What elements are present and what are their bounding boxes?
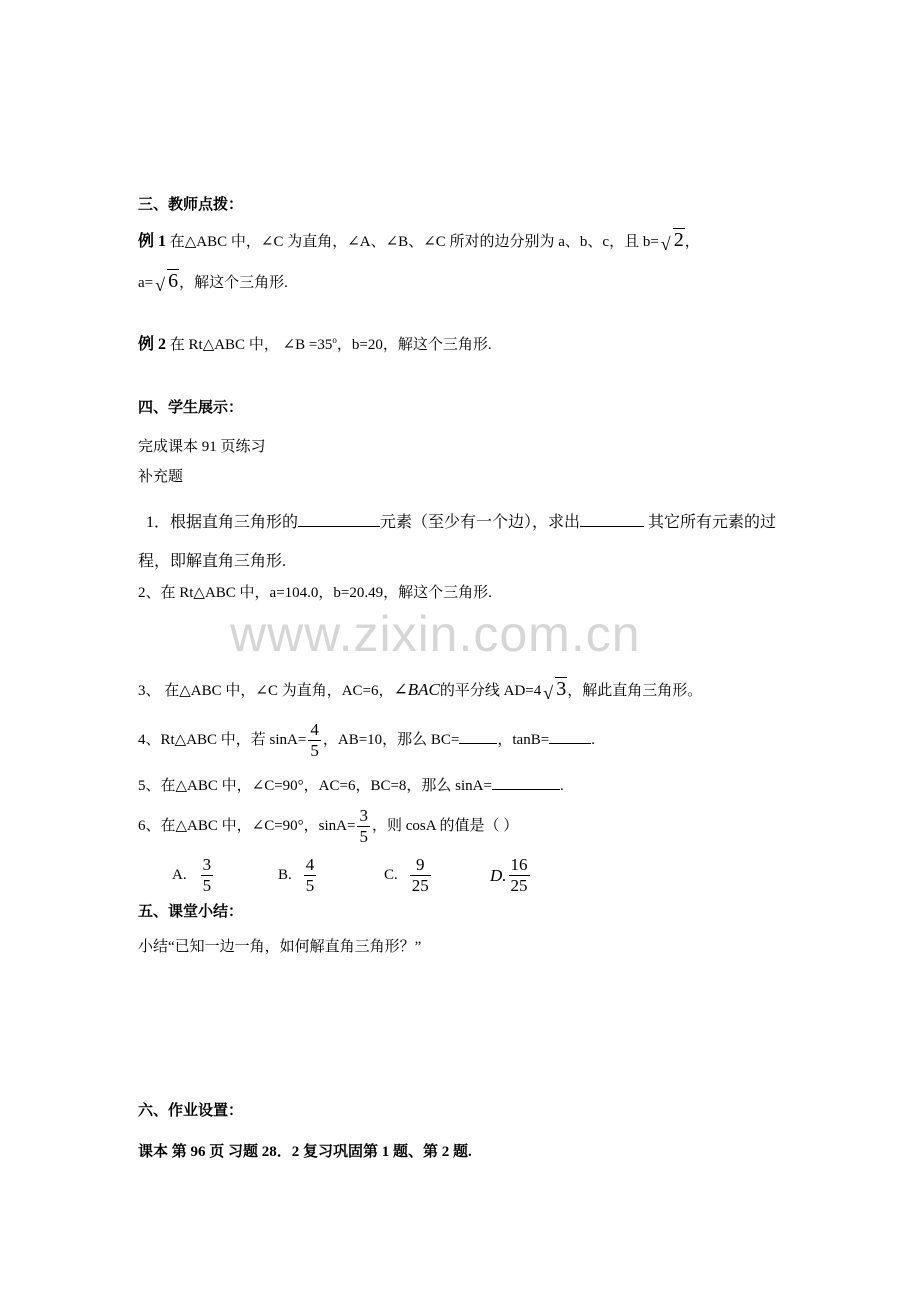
example-1-suffix: ，解这个三角形. bbox=[179, 275, 288, 291]
section-5-title: 五、课堂小结： bbox=[138, 904, 244, 920]
example-2-text-a: 在 Rt△ABC 中， ∠B =35 bbox=[169, 337, 333, 353]
q5-blank bbox=[492, 775, 560, 790]
option-a bbox=[172, 855, 215, 896]
angle-bac: ∠BAC bbox=[393, 680, 440, 699]
example-2-label: 例 2 bbox=[138, 336, 167, 353]
question-3 bbox=[138, 679, 702, 701]
question-5 bbox=[138, 775, 564, 796]
example-2-text-b: ，b=20，解这个三角形. bbox=[336, 337, 492, 353]
q6-text-2: ，则 cosA 的值是（ ） bbox=[371, 818, 519, 834]
option-a-fraction: $\frac{3}{5}$ bbox=[202, 855, 212, 895]
q4-text-3: ，tanB= bbox=[497, 732, 550, 748]
example-1-text: 在△ABC 中，∠C 为直角，∠A、∠B、∠C 所对的边分别为 a、b、c，且 b= bbox=[169, 234, 659, 250]
q3-text-2: 的平分线 AD=4 bbox=[439, 683, 542, 699]
example-2 bbox=[138, 330, 492, 355]
option-c bbox=[384, 855, 433, 896]
supplement-line: 补充题 bbox=[138, 469, 184, 485]
section-4-title: 四、学生展示： bbox=[138, 400, 244, 416]
question-1-line-1 bbox=[146, 512, 776, 533]
q4-text-4: . bbox=[591, 732, 595, 748]
option-c-fraction: $\frac{9}{25}$ bbox=[411, 855, 429, 895]
q3-text-1: 3、 在△ABC 中，∠C 为直角，AC=6， bbox=[138, 683, 394, 699]
q6-text-1: 6、在△ABC 中，∠C=90°，sinA= bbox=[138, 818, 356, 834]
example-1-line-2 bbox=[138, 271, 288, 293]
question-4 bbox=[138, 720, 595, 761]
sqrt-3: √ 3 bbox=[543, 678, 567, 703]
question-2: 2、在 Rt△ABC 中，a=104.0，b=20.49，解这个三角形. bbox=[138, 585, 492, 601]
q1-text-1: 1．根据直角三角形的 bbox=[146, 514, 299, 531]
practice-line: 完成课本 91 页练习 bbox=[138, 439, 266, 455]
option-b bbox=[278, 855, 318, 896]
q3-text-3: ，解此直角三角形。 bbox=[567, 683, 703, 699]
homework-line: 课本 第 96 页 习题 28．2 复习巩固第 1 题、第 2 题. bbox=[138, 1144, 472, 1160]
q1-blank-2 bbox=[580, 512, 644, 527]
section-3-title: 三、教师点拨： bbox=[138, 197, 244, 213]
fraction-4-5: $\frac{4}{5}$ bbox=[310, 720, 319, 761]
q4-text-1: 4、Rt△ABC 中，若 sinA= bbox=[138, 732, 307, 748]
option-c-label: C. bbox=[384, 867, 398, 883]
question-1-line-2: 程，即解直角三角形. bbox=[138, 553, 287, 570]
option-d-label: D. bbox=[490, 865, 507, 885]
section-6-title: 六、作业设置： bbox=[138, 1103, 244, 1119]
example-1-line-1 bbox=[138, 230, 700, 252]
sqrt-6: √ 6 bbox=[155, 270, 179, 295]
degree-mark: o bbox=[332, 335, 337, 345]
question-6 bbox=[138, 806, 518, 847]
q1-blank-1 bbox=[298, 512, 380, 527]
fraction-3-5: $\frac{3}{5}$ bbox=[359, 806, 368, 847]
option-b-fraction: $\frac{4}{5}$ bbox=[305, 855, 315, 895]
q5-text-2: . bbox=[559, 778, 564, 794]
summary-line: 小结“已知一边一角，如何解直角三角形？” bbox=[138, 939, 422, 955]
option-d-fraction: $\frac{16}{25}$ bbox=[510, 855, 528, 895]
sqrt-2: √ 2 bbox=[660, 229, 684, 254]
option-b-label: B. bbox=[278, 867, 292, 883]
option-a-label: A. bbox=[172, 867, 187, 883]
option-d bbox=[490, 855, 532, 896]
q4-blank-bc bbox=[459, 729, 497, 744]
q5-text-1: 5、在△ABC 中，∠C=90°，AC=6，BC=8，那么 sinA= bbox=[138, 778, 492, 794]
a-prefix: a= bbox=[138, 275, 154, 291]
example-1-comma: ， bbox=[684, 234, 700, 250]
q1-text-2: 元素（至少有一个边），求出 bbox=[380, 514, 581, 531]
example-1-label: 例 1 bbox=[138, 233, 167, 250]
q4-blank-tanb bbox=[549, 729, 591, 744]
watermark: www.zixin.com.cn bbox=[230, 606, 641, 662]
q4-text-2: ，AB=10，那么 BC= bbox=[322, 732, 460, 748]
q1-text-3: 其它所有元素的过 bbox=[644, 514, 777, 531]
